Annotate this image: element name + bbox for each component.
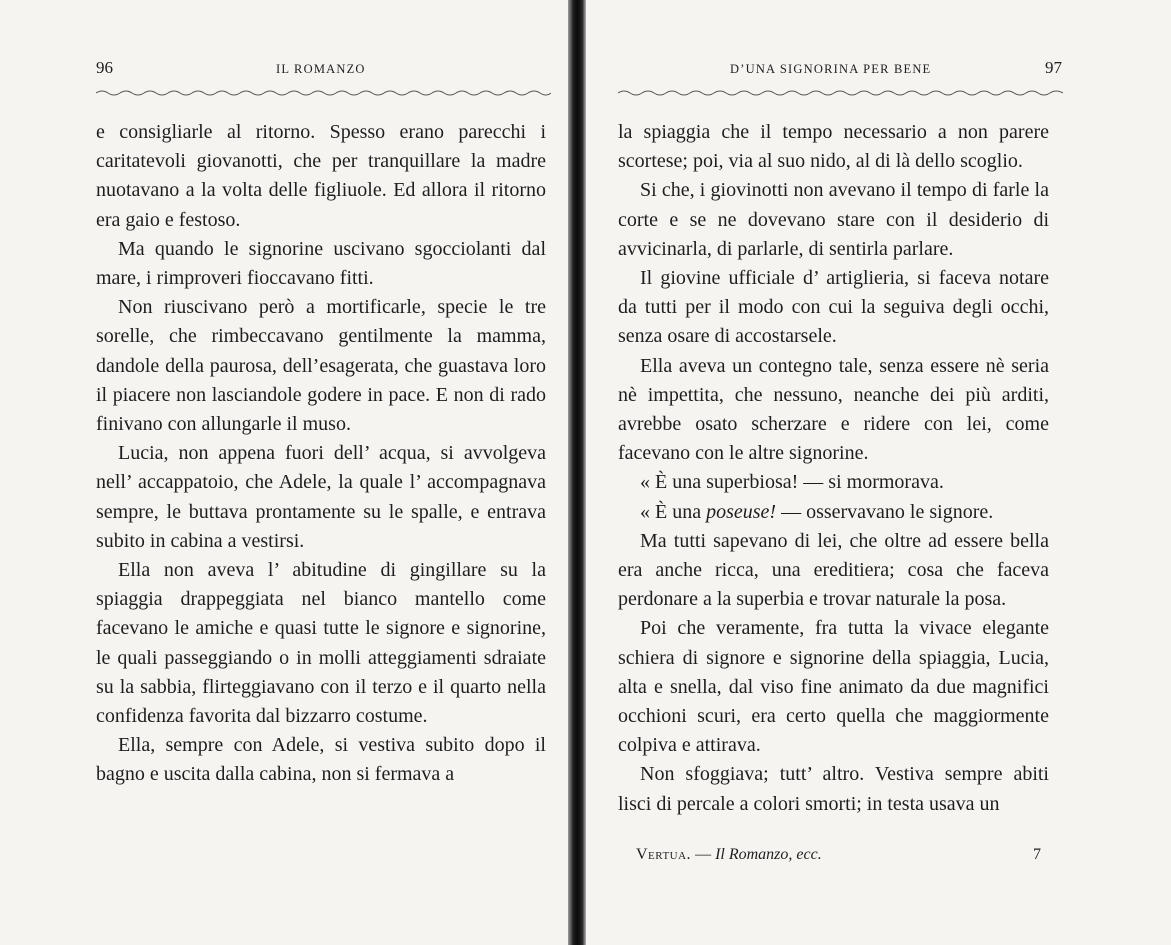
paragraph: Ella, sempre con Adele, si vestiva subito dopo il bagno e uscita dalla cabina, non si fermava a: [96, 734, 546, 786]
left-running-title: IL ROMANZO: [276, 62, 366, 76]
right-running-title: D’UNA SIGNORINA PER BENE: [730, 62, 932, 76]
footer-author: Vertua.: [636, 846, 692, 863]
left-header-rule: [96, 88, 551, 98]
paragraph: Non sfoggiava; tutt’ altro. Vestiva sempre abiti lisci di percale a colori smorti; in testa usava un: [618, 763, 1049, 815]
quote-text: — osservavano le signore.: [776, 500, 994, 523]
left-page: [0, 0, 568, 945]
paragraph: la spiaggia che il tempo necessario a non parere scortese; poi, via al suo nido, al di là dello scoglio.: [618, 121, 1049, 173]
footer-title: Il Romanzo, ecc.: [715, 846, 822, 863]
paragraph: Si che, i giovinotti non avevano il tempo di farle la corte e se ne dovevano stare con il desiderio di avvicinarla, di parlarle, di sentirla parlare.: [618, 179, 1049, 260]
quote-line: « È una superbiosa! — si mormorava.: [640, 471, 944, 494]
right-page: [586, 0, 1171, 945]
right-header-rule: [618, 88, 1063, 98]
book-gutter: [568, 0, 586, 945]
paragraph: Ma quando le signorine uscivano sgocciolanti dal mare, i rimproveri fioccavano fitti.: [96, 237, 546, 290]
left-page-text: [96, 118, 546, 790]
right-page-header: [586, 58, 1171, 82]
right-page-number: 97: [1045, 58, 1062, 77]
paragraph: Ella non aveva l’ abitudine di gingillare su la spiaggia drappeggiata nel bianco mantello come facevano le amiche e quasi tutte le signore e signorine, le quali passeggiando o in molli atteggiamenti sdraiate su la sabbia, flirteggiavano con il terzo e il quarto nella confidenza favorita dal bizzarro costume.: [96, 559, 546, 728]
paragraph: Lucia, non appena fuori dell’ acqua, si avvolgeva nell’ accappatoio, che Adele, la quale l’ accompagnava sempre, le buttava prontamente su le spalle, e entrava subito in cabina a vestirsi.: [96, 442, 546, 552]
right-page-text: [618, 118, 1049, 819]
paragraph: Ella aveva un contegno tale, senza essere nè seria nè impettita, che nessuno, neanche dei più arditi, avrebbe osato scherzare e ridere con lei, come facevano con le altre signorine.: [618, 354, 1049, 465]
right-page-footer: [636, 846, 1041, 864]
paragraph: Poi che veramente, fra tutta la vivace elegante schiera di signore e signorine della spiaggia, Lucia, alta e snella, dal viso fine animato da due magnifici occhioni scuri, era certo quella che maggiormente colpiva e attirava.: [618, 617, 1049, 757]
footer-dash: —: [691, 846, 716, 863]
paragraph: Ma tutti sapevano di lei, che oltre ad essere bella era anche ricca, una ereditiera; cosa che faceva perdonare a la superbia e trovar naturale la posa.: [618, 529, 1049, 611]
quote-italic-word: poseuse!: [706, 500, 777, 523]
quote-line: [618, 498, 1049, 527]
left-page-header: [0, 58, 568, 82]
left-page-number: 96: [96, 58, 113, 77]
paragraph: Il giovine ufficiale d’ artiglieria, si faceva notare da tutti per il modo con cui la seguiva degli occhi, senza osare di accostarsele.: [618, 267, 1049, 348]
footer-signature-mark: 7: [1033, 846, 1041, 863]
quote-text: « È una: [640, 500, 707, 523]
paragraph: Non riuscivano però a mortificarle, specie le tre sorelle, che rimbeccavano gentilmente la mamma, dandole della paurosa, dell’esagerata, che guastava loro il piacere non lasciandole godere in pace. E non di rado finivano con allungarle il muso.: [96, 296, 546, 436]
paragraph: e consigliarle al ritorno. Spesso erano parecchi i caritatevoli giovanotti, che per tranquillare la madre nuotavano a la volta delle figliuole. Ed allora il ritorno era gaio e festoso.: [96, 121, 546, 231]
